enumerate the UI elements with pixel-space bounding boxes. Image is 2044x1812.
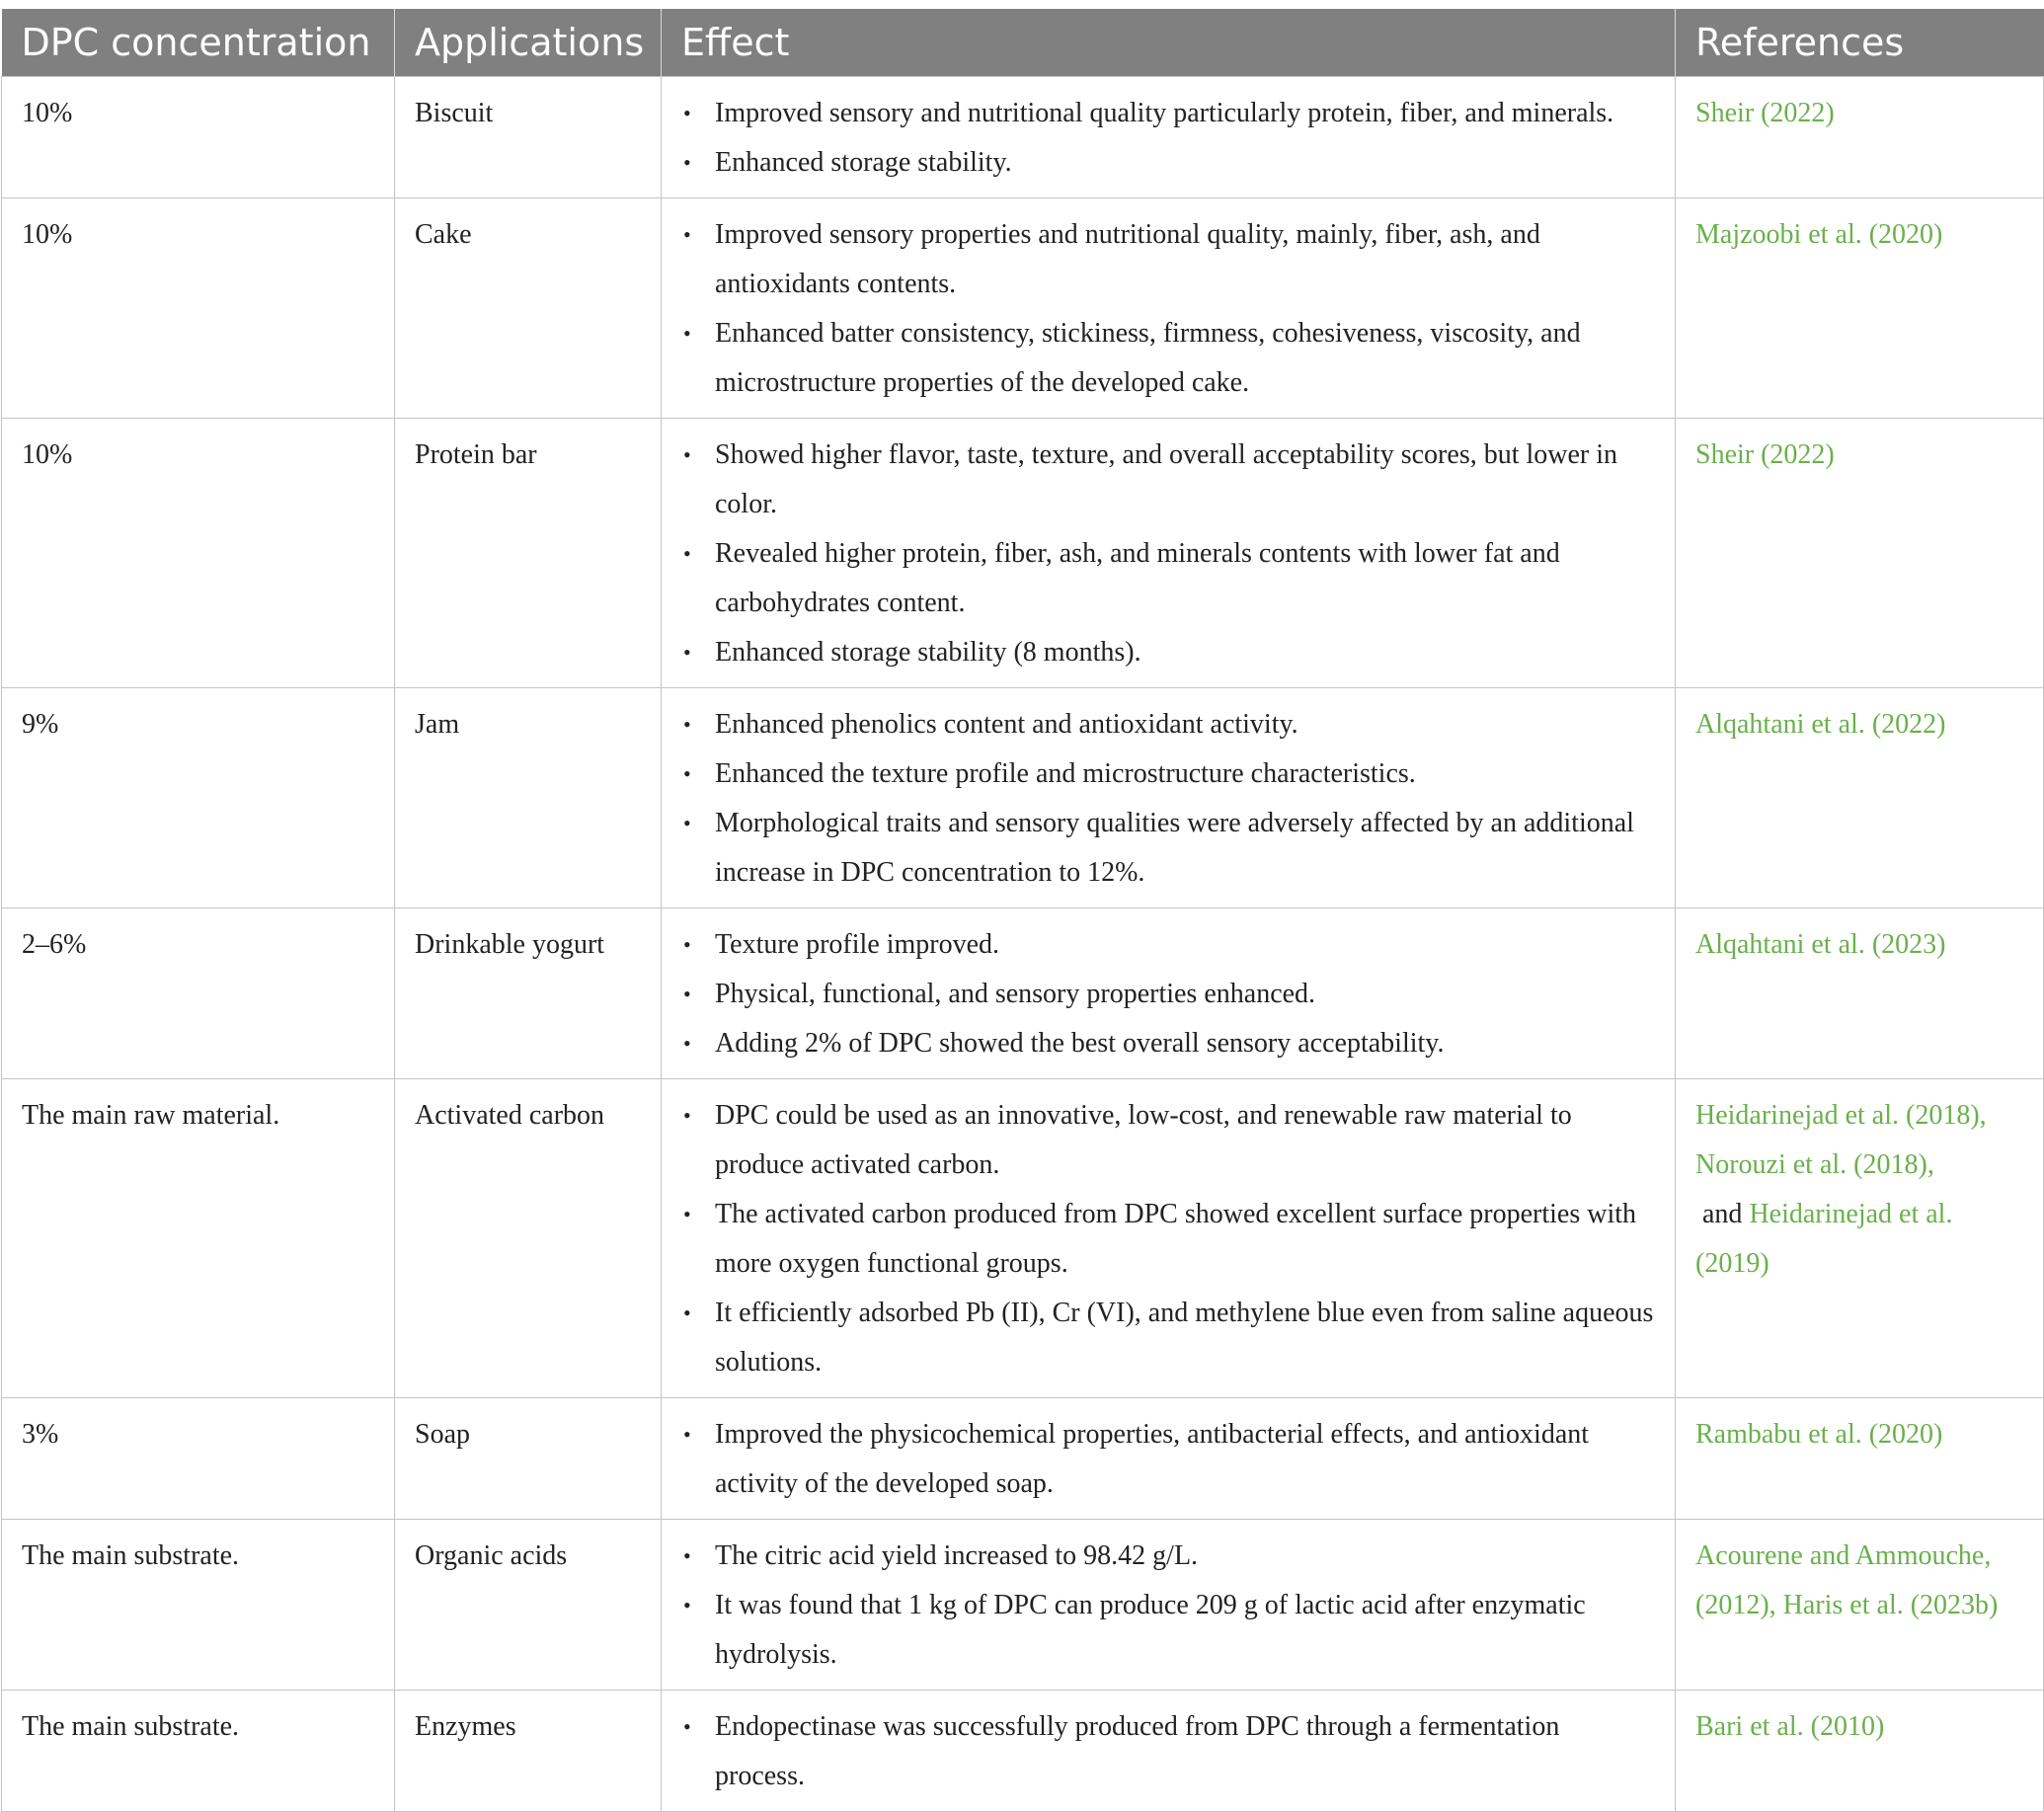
- effect-list: [681, 1091, 1655, 1387]
- effect-cell: [662, 1520, 1676, 1691]
- effect-cell: [662, 908, 1676, 1079]
- effect-text: Texture profile improved.: [715, 929, 1000, 960]
- effect-item: [681, 138, 1655, 188]
- effect-item: [681, 1702, 1655, 1801]
- application-cell: Drinkable yogurt: [395, 908, 662, 1079]
- reference-link[interactable]: Sheir (2022): [1695, 439, 1835, 470]
- effect-list: [681, 89, 1655, 188]
- table-body: [2, 77, 2044, 1812]
- reference-link[interactable]: Heidarinejad et al. (2018),: [1695, 1100, 1987, 1131]
- references-cell: [1676, 908, 2044, 1079]
- bullet-icon: •: [683, 811, 691, 835]
- effect-item: [681, 700, 1655, 749]
- bullet-icon: •: [683, 761, 691, 786]
- reference-link[interactable]: Majzoobi et al. (2020): [1695, 219, 1943, 250]
- effect-text: Improved the physicochemical properties, antibacterial effects, and antioxidant activity of the developed soap.: [715, 1419, 1590, 1499]
- references-cell: [1676, 1079, 2044, 1398]
- application-cell: Protein bar: [395, 419, 662, 688]
- reference-link[interactable]: Alqahtani et al. (2023): [1695, 929, 1946, 960]
- effect-text: Enhanced storage stability.: [715, 147, 1012, 178]
- reference-link[interactable]: Heidarinejad et al. (2019): [1695, 1199, 1953, 1279]
- effect-cell: [662, 1398, 1676, 1520]
- dpc-applications-table: [1, 9, 2044, 1812]
- dpc-concentration-cell: 3%: [2, 1398, 395, 1520]
- header-row: [2, 9, 2044, 77]
- header-references: References: [1676, 9, 2044, 77]
- effect-text: Revealed higher protein, fiber, ash, and minerals contents with lower fat and carbohydrates content.: [715, 538, 1560, 618]
- effect-item: [681, 920, 1655, 970]
- bullet-icon: •: [683, 150, 691, 175]
- bullet-icon: •: [683, 1300, 691, 1325]
- table-row: [2, 198, 2044, 419]
- effect-list: [681, 700, 1655, 898]
- effect-item: [681, 799, 1655, 898]
- effect-list: [681, 920, 1655, 1068]
- bullet-icon: •: [683, 712, 691, 737]
- dpc-concentration-cell: 2–6%: [2, 908, 395, 1079]
- effect-text: Enhanced storage stability (8 months).: [715, 637, 1141, 668]
- effect-text: Improved sensory and nutritional quality particularly protein, fiber, and minerals.: [715, 98, 1614, 128]
- effect-text: Improved sensory properties and nutritional quality, mainly, fiber, ash, and antioxidants contents.: [715, 219, 1540, 299]
- table-row: [2, 908, 2044, 1079]
- references-cell: [1676, 1691, 2044, 1812]
- dpc-concentration-cell: 10%: [2, 198, 395, 419]
- effect-text: Physical, functional, and sensory properties enhanced.: [715, 979, 1316, 1009]
- effect-list: [681, 1410, 1655, 1509]
- reference-link[interactable]: Norouzi et al. (2018),: [1695, 1149, 1934, 1180]
- effect-text: Showed higher flavor, taste, texture, and overall acceptability scores, but lower in color.: [715, 439, 1618, 519]
- bullet-icon: •: [683, 1103, 691, 1128]
- effect-text: The activated carbon produced from DPC showed excellent surface properties with more oxygen functional groups.: [715, 1199, 1636, 1279]
- effect-item: [681, 529, 1655, 628]
- effect-item: [681, 1091, 1655, 1190]
- effect-item: [681, 210, 1655, 309]
- bullet-icon: •: [683, 640, 691, 665]
- table-row: [2, 1079, 2044, 1398]
- references-cell: [1676, 688, 2044, 908]
- effect-item: [681, 970, 1655, 1019]
- dpc-concentration-cell: The main substrate.: [2, 1691, 395, 1812]
- effect-cell: [662, 688, 1676, 908]
- reference-link[interactable]: Alqahtani et al. (2022): [1695, 709, 1946, 740]
- bullet-icon: •: [683, 1593, 691, 1617]
- effect-item: [681, 1289, 1655, 1387]
- bullet-icon: •: [683, 101, 691, 125]
- effect-item: [681, 89, 1655, 138]
- effect-list: [681, 431, 1655, 677]
- bullet-icon: •: [683, 1714, 691, 1739]
- application-cell: Cake: [395, 198, 662, 419]
- effect-item: [681, 431, 1655, 529]
- reference-link[interactable]: Haris et al. (2023b): [1782, 1590, 1999, 1620]
- effect-item: [681, 1410, 1655, 1509]
- dpc-concentration-cell: 10%: [2, 77, 395, 198]
- table-row: [2, 1691, 2044, 1812]
- effect-cell: [662, 1079, 1676, 1398]
- bullet-icon: •: [683, 321, 691, 346]
- effect-item: [681, 628, 1655, 677]
- dpc-concentration-cell: 9%: [2, 688, 395, 908]
- effect-text: It was found that 1 kg of DPC can produce 209 g of lactic acid after enzymatic hydrolysis.: [715, 1590, 1586, 1670]
- effect-item: [681, 1019, 1655, 1068]
- reference-link[interactable]: Bari et al. (2010): [1695, 1711, 1885, 1742]
- effect-item: [681, 1532, 1655, 1581]
- bullet-icon: •: [683, 222, 691, 247]
- effect-cell: [662, 77, 1676, 198]
- effect-text: Morphological traits and sensory qualities were adversely affected by an additional increase in DPC concentration to 12%.: [715, 808, 1634, 888]
- references-cell: [1676, 419, 2044, 688]
- bullet-icon: •: [683, 1031, 691, 1056]
- effect-text: Endopectinase was successfully produced from DPC through a fermentation process.: [715, 1711, 1560, 1791]
- effect-cell: [662, 198, 1676, 419]
- bullet-icon: •: [683, 982, 691, 1006]
- application-cell: Organic acids: [395, 1520, 662, 1691]
- effect-text: Enhanced phenolics content and antioxidant activity.: [715, 709, 1298, 740]
- bullet-icon: •: [683, 1202, 691, 1226]
- reference-connector: and: [1695, 1199, 1750, 1229]
- header-applications: Applications: [395, 9, 662, 77]
- application-cell: Activated carbon: [395, 1079, 662, 1398]
- effect-cell: [662, 419, 1676, 688]
- effect-item: [681, 309, 1655, 408]
- table-row: [2, 1520, 2044, 1691]
- table-row: [2, 77, 2044, 198]
- application-cell: Enzymes: [395, 1691, 662, 1812]
- bullet-icon: •: [683, 442, 691, 467]
- effect-item: [681, 1190, 1655, 1289]
- effect-cell: [662, 1691, 1676, 1812]
- application-cell: Biscuit: [395, 77, 662, 198]
- header-effect: Effect: [662, 9, 1676, 77]
- reference-link[interactable]: Sheir (2022): [1695, 98, 1835, 128]
- effect-text: Enhanced the texture profile and microstructure characteristics.: [715, 758, 1416, 789]
- effect-item: [681, 749, 1655, 799]
- dpc-concentration-cell: The main substrate.: [2, 1520, 395, 1691]
- effect-item: [681, 1581, 1655, 1680]
- bullet-icon: •: [683, 1422, 691, 1447]
- header-dpc-concentration: DPC concentration: [2, 9, 395, 77]
- table-row: [2, 1398, 2044, 1520]
- bullet-icon: •: [683, 932, 691, 957]
- effect-list: [681, 210, 1655, 408]
- application-cell: Jam: [395, 688, 662, 908]
- dpc-concentration-cell: The main raw material.: [2, 1079, 395, 1398]
- effect-list: [681, 1532, 1655, 1680]
- effect-text: Enhanced batter consistency, stickiness, firmness, cohesiveness, viscosity, and microstructure properties of the developed cake.: [715, 318, 1581, 398]
- effect-text: The citric acid yield increased to 98.42 g/L.: [715, 1540, 1199, 1571]
- bullet-icon: •: [683, 541, 691, 566]
- references-cell: [1676, 77, 2044, 198]
- effect-text: Adding 2% of DPC showed the best overall sensory acceptability.: [715, 1028, 1445, 1059]
- table-row: [2, 688, 2044, 908]
- bullet-icon: •: [683, 1543, 691, 1568]
- references-cell: [1676, 198, 2044, 419]
- effect-text: DPC could be used as an innovative, low-cost, and renewable raw material to produce activated carbon.: [715, 1100, 1572, 1180]
- application-cell: Soap: [395, 1398, 662, 1520]
- effect-text: It efficiently adsorbed Pb (II), Cr (VI), and methylene blue even from saline aqueous solutions.: [715, 1298, 1654, 1378]
- reference-link[interactable]: Rambabu et al. (2020): [1695, 1419, 1943, 1450]
- dpc-concentration-cell: 10%: [2, 419, 395, 688]
- reference-link[interactable]: Acourene and Ammouche, (2012),: [1695, 1540, 1992, 1620]
- references-cell: [1676, 1398, 2044, 1520]
- references-cell: [1676, 1520, 2044, 1691]
- effect-list: [681, 1702, 1655, 1801]
- table-row: [2, 419, 2044, 688]
